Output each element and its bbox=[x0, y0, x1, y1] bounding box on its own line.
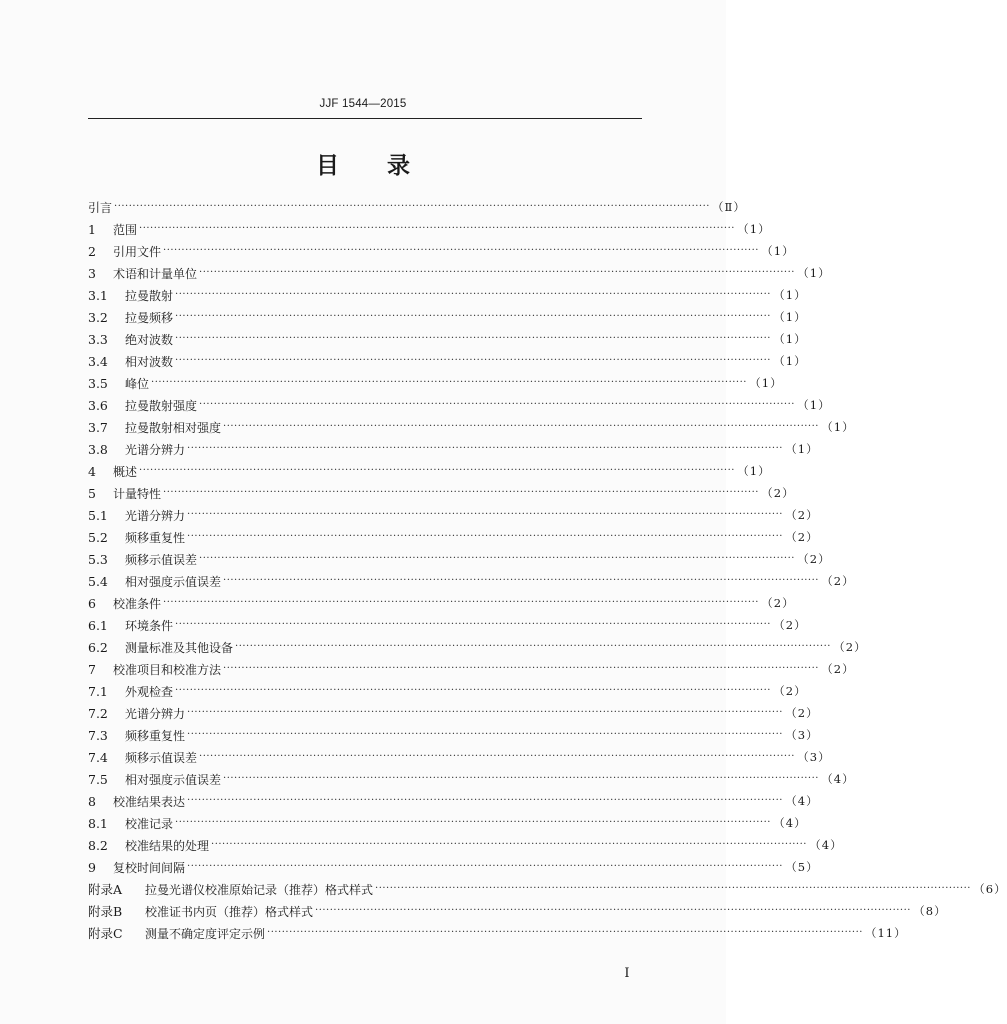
toc-entry-label: 外观检查 bbox=[125, 684, 174, 699]
toc-entry-page: （2） bbox=[821, 574, 855, 588]
toc-entry-page: （1） bbox=[785, 442, 819, 456]
toc-entry-label: 频移重复性 bbox=[125, 530, 186, 545]
toc-entry[interactable] bbox=[88, 504, 819, 526]
table-of-contents bbox=[88, 196, 1007, 944]
toc-entry-page: （1） bbox=[749, 376, 783, 390]
toc-entry[interactable] bbox=[88, 768, 855, 790]
toc-entry[interactable] bbox=[88, 812, 807, 834]
toc-entry-number: 6 bbox=[88, 595, 96, 611]
toc-entry-label: 拉曼散射 bbox=[125, 288, 174, 303]
toc-leader-dots bbox=[151, 377, 747, 389]
toc-entry[interactable] bbox=[88, 658, 855, 680]
toc-entry-label: 引言 bbox=[88, 200, 113, 215]
toc-leader-dots bbox=[187, 707, 783, 719]
toc-entry-number: 8.1 bbox=[88, 815, 108, 831]
toc-entry-page: （2） bbox=[773, 684, 807, 698]
toc-entry[interactable] bbox=[88, 548, 831, 570]
toc-entry[interactable] bbox=[88, 284, 807, 306]
toc-entry-page: （2） bbox=[785, 706, 819, 720]
header-rule bbox=[88, 118, 642, 119]
toc-leader-dots bbox=[187, 509, 783, 521]
toc-leader-dots bbox=[187, 861, 783, 873]
toc-leader-dots bbox=[175, 311, 771, 323]
toc-entry-page: （1） bbox=[737, 464, 771, 478]
toc-entry-number: 2 bbox=[88, 243, 96, 259]
toc-entry-page: （5） bbox=[785, 860, 819, 874]
toc-entry-page: （1） bbox=[773, 354, 807, 368]
toc-entry-page: （4） bbox=[773, 816, 807, 830]
toc-entry[interactable] bbox=[88, 724, 819, 746]
toc-entry-label: 范围 bbox=[113, 222, 138, 237]
toc-leader-dots bbox=[211, 839, 807, 851]
toc-entry-label: 校准证书内页（推荐）格式样式 bbox=[145, 904, 314, 919]
toc-entry-page: （2） bbox=[833, 640, 867, 654]
toc-leader-dots bbox=[163, 487, 759, 499]
toc-title bbox=[0, 147, 726, 180]
toc-leader-dots bbox=[223, 421, 819, 433]
toc-entry-number: 5 bbox=[88, 485, 96, 501]
toc-entry-number: 附录C bbox=[88, 926, 123, 941]
toc-leader-dots bbox=[114, 201, 710, 213]
toc-entry-label: 计量特性 bbox=[113, 486, 162, 501]
toc-entry[interactable] bbox=[88, 196, 746, 218]
toc-entry-number: 7.1 bbox=[88, 683, 108, 699]
toc-entry-number: 3.1 bbox=[88, 287, 108, 303]
page-number: Ⅰ bbox=[624, 966, 630, 981]
toc-entry-label: 频移示值误差 bbox=[125, 750, 198, 765]
toc-leader-dots bbox=[175, 289, 771, 301]
toc-leader-dots bbox=[315, 905, 911, 917]
toc-entry-label: 光谱分辨力 bbox=[125, 442, 186, 457]
toc-entry-number: 7.3 bbox=[88, 727, 108, 743]
toc-entry-number: 8 bbox=[88, 793, 96, 809]
toc-entry-number: 4 bbox=[88, 463, 96, 479]
standard-code-header: JJF 1544—2015 bbox=[319, 98, 407, 110]
toc-entry[interactable] bbox=[88, 746, 831, 768]
toc-entry-page: （1） bbox=[821, 420, 855, 434]
toc-entry[interactable] bbox=[88, 570, 855, 592]
toc-entry-label: 拉曼散射强度 bbox=[125, 398, 198, 413]
toc-entry-page: （2） bbox=[773, 618, 807, 632]
toc-entry-label: 校准条件 bbox=[113, 596, 162, 611]
toc-entry-page: （1） bbox=[761, 244, 795, 258]
toc-leader-dots bbox=[187, 443, 783, 455]
toc-entry-page: （1） bbox=[797, 266, 831, 280]
toc-entry[interactable] bbox=[88, 922, 907, 944]
toc-entry-label: 频移重复性 bbox=[125, 728, 186, 743]
toc-leader-dots bbox=[175, 333, 771, 345]
toc-entry-page: （4） bbox=[821, 772, 855, 786]
toc-entry-page: （3） bbox=[785, 728, 819, 742]
toc-entry-number: 3.5 bbox=[88, 375, 108, 391]
toc-entry-label: 峰位 bbox=[125, 376, 150, 391]
toc-leader-dots bbox=[163, 597, 759, 609]
toc-entry-label: 相对强度示值误差 bbox=[125, 772, 222, 787]
toc-entry[interactable] bbox=[88, 592, 795, 614]
toc-leader-dots bbox=[223, 773, 819, 785]
toc-entry-number: 5.3 bbox=[88, 551, 108, 567]
toc-entry-label: 绝对波数 bbox=[125, 332, 174, 347]
toc-leader-dots bbox=[267, 927, 863, 939]
toc-entry-number: 7.2 bbox=[88, 705, 108, 721]
toc-entry[interactable] bbox=[88, 328, 807, 350]
toc-leader-dots bbox=[163, 245, 759, 257]
toc-entry-label: 校准记录 bbox=[125, 816, 174, 831]
toc-entry[interactable] bbox=[88, 262, 831, 284]
toc-entry[interactable] bbox=[88, 416, 855, 438]
toc-entry[interactable] bbox=[88, 878, 1007, 900]
toc-leader-dots bbox=[199, 553, 795, 565]
toc-entry-number: 6.2 bbox=[88, 639, 108, 655]
toc-entry-page: （1） bbox=[773, 310, 807, 324]
toc-entry-number: 8.2 bbox=[88, 837, 108, 853]
toc-entry-number: 6.1 bbox=[88, 617, 108, 633]
toc-entry-page: （1） bbox=[737, 222, 771, 236]
toc-entry-number: 3.8 bbox=[88, 441, 108, 457]
toc-leader-dots bbox=[139, 465, 735, 477]
toc-entry-page: （3） bbox=[797, 750, 831, 764]
toc-entry-label: 光谱分辨力 bbox=[125, 508, 186, 523]
toc-entry[interactable] bbox=[88, 900, 947, 922]
toc-leader-dots bbox=[175, 817, 771, 829]
toc-entry-number: 附录A bbox=[88, 882, 123, 897]
toc-leader-dots bbox=[235, 641, 831, 653]
toc-entry-label: 相对强度示值误差 bbox=[125, 574, 222, 589]
toc-leader-dots bbox=[187, 531, 783, 543]
toc-entry-label: 相对波数 bbox=[125, 354, 174, 369]
toc-title-char-2: 录 bbox=[387, 153, 410, 179]
toc-entry-number: 3.3 bbox=[88, 331, 108, 347]
toc-entry-number: 3.7 bbox=[88, 419, 108, 435]
toc-entry[interactable] bbox=[88, 482, 795, 504]
toc-entry-number: 3.6 bbox=[88, 397, 108, 413]
toc-entry-label: 频移示值误差 bbox=[125, 552, 198, 567]
toc-entry-page: （1） bbox=[797, 398, 831, 412]
toc-entry[interactable] bbox=[88, 614, 807, 636]
toc-entry[interactable] bbox=[88, 218, 771, 240]
toc-entry[interactable] bbox=[88, 702, 819, 724]
toc-entry[interactable] bbox=[88, 394, 831, 416]
toc-entry[interactable] bbox=[88, 350, 807, 372]
toc-entry[interactable] bbox=[88, 790, 819, 812]
toc-leader-dots bbox=[175, 355, 771, 367]
toc-entry-number: 5.1 bbox=[88, 507, 108, 523]
toc-entry-number: 7.4 bbox=[88, 749, 108, 765]
toc-entry[interactable] bbox=[88, 856, 819, 878]
toc-leader-dots bbox=[223, 575, 819, 587]
toc-leader-dots bbox=[199, 751, 795, 763]
toc-entry-label: 光谱分辨力 bbox=[125, 706, 186, 721]
toc-entry-label: 拉曼频移 bbox=[125, 310, 174, 325]
toc-leader-dots bbox=[199, 399, 795, 411]
toc-leader-dots bbox=[175, 685, 771, 697]
toc-entry-label: 测量不确定度评定示例 bbox=[145, 926, 266, 941]
toc-entry-number: 3.2 bbox=[88, 309, 108, 325]
toc-leader-dots bbox=[139, 223, 735, 235]
toc-entry-page: （2） bbox=[761, 596, 795, 610]
toc-entry-page: （6） bbox=[973, 882, 1007, 896]
toc-entry-page: （2） bbox=[785, 508, 819, 522]
toc-entry[interactable] bbox=[88, 834, 843, 856]
toc-entry[interactable] bbox=[88, 306, 807, 328]
toc-entry-label: 环境条件 bbox=[125, 618, 174, 633]
toc-leader-dots bbox=[187, 795, 783, 807]
toc-leader-dots bbox=[375, 883, 971, 895]
toc-entry-page: （8） bbox=[913, 904, 947, 918]
toc-entry-label: 复校时间间隔 bbox=[113, 860, 186, 875]
toc-entry[interactable] bbox=[88, 438, 819, 460]
toc-entry-page: （2） bbox=[821, 662, 855, 676]
toc-entry-page: （Ⅱ） bbox=[712, 200, 746, 214]
toc-entry[interactable] bbox=[88, 372, 783, 394]
toc-title-char-1: 目 bbox=[316, 153, 339, 179]
toc-entry-label: 测量标准及其他设备 bbox=[125, 640, 234, 655]
toc-entry-page: （1） bbox=[773, 288, 807, 302]
toc-entry-label: 拉曼散射相对强度 bbox=[125, 420, 222, 435]
toc-entry-number: 3 bbox=[88, 265, 96, 281]
toc-entry-number: 3.4 bbox=[88, 353, 108, 369]
toc-entry[interactable] bbox=[88, 636, 867, 658]
toc-entry-number: 附录B bbox=[88, 904, 123, 919]
toc-entry[interactable] bbox=[88, 240, 795, 262]
toc-entry-number: 7.5 bbox=[88, 771, 108, 787]
toc-entry-page: （11） bbox=[864, 926, 907, 940]
toc-entry-number: 1 bbox=[88, 221, 96, 237]
toc-leader-dots bbox=[187, 729, 783, 741]
toc-entry-label: 概述 bbox=[113, 464, 138, 479]
toc-entry-number: 7 bbox=[88, 661, 96, 677]
toc-entry[interactable] bbox=[88, 460, 771, 482]
toc-entry-number: 9 bbox=[88, 859, 96, 875]
toc-leader-dots bbox=[175, 619, 771, 631]
toc-entry-label: 术语和计量单位 bbox=[113, 266, 198, 281]
toc-entry-page: （1） bbox=[773, 332, 807, 346]
toc-entry-page: （2） bbox=[761, 486, 795, 500]
toc-entry-page: （2） bbox=[785, 530, 819, 544]
toc-entry-number: 5.4 bbox=[88, 573, 108, 589]
toc-entry[interactable] bbox=[88, 526, 819, 548]
toc-entry-label: 校准项目和校准方法 bbox=[113, 662, 222, 677]
toc-entry-number: 5.2 bbox=[88, 529, 108, 545]
toc-leader-dots bbox=[199, 267, 795, 279]
toc-entry-page: （4） bbox=[809, 838, 843, 852]
toc-leader-dots bbox=[223, 663, 819, 675]
toc-entry-label: 校准结果的处理 bbox=[125, 838, 210, 853]
toc-entry-label: 校准结果表达 bbox=[113, 794, 186, 809]
toc-entry-page: （4） bbox=[785, 794, 819, 808]
toc-entry[interactable] bbox=[88, 680, 807, 702]
toc-entry-label: 引用文件 bbox=[113, 244, 162, 259]
toc-entry-label: 拉曼光谱仪校准原始记录（推荐）格式样式 bbox=[145, 882, 374, 897]
toc-entry-page: （2） bbox=[797, 552, 831, 566]
